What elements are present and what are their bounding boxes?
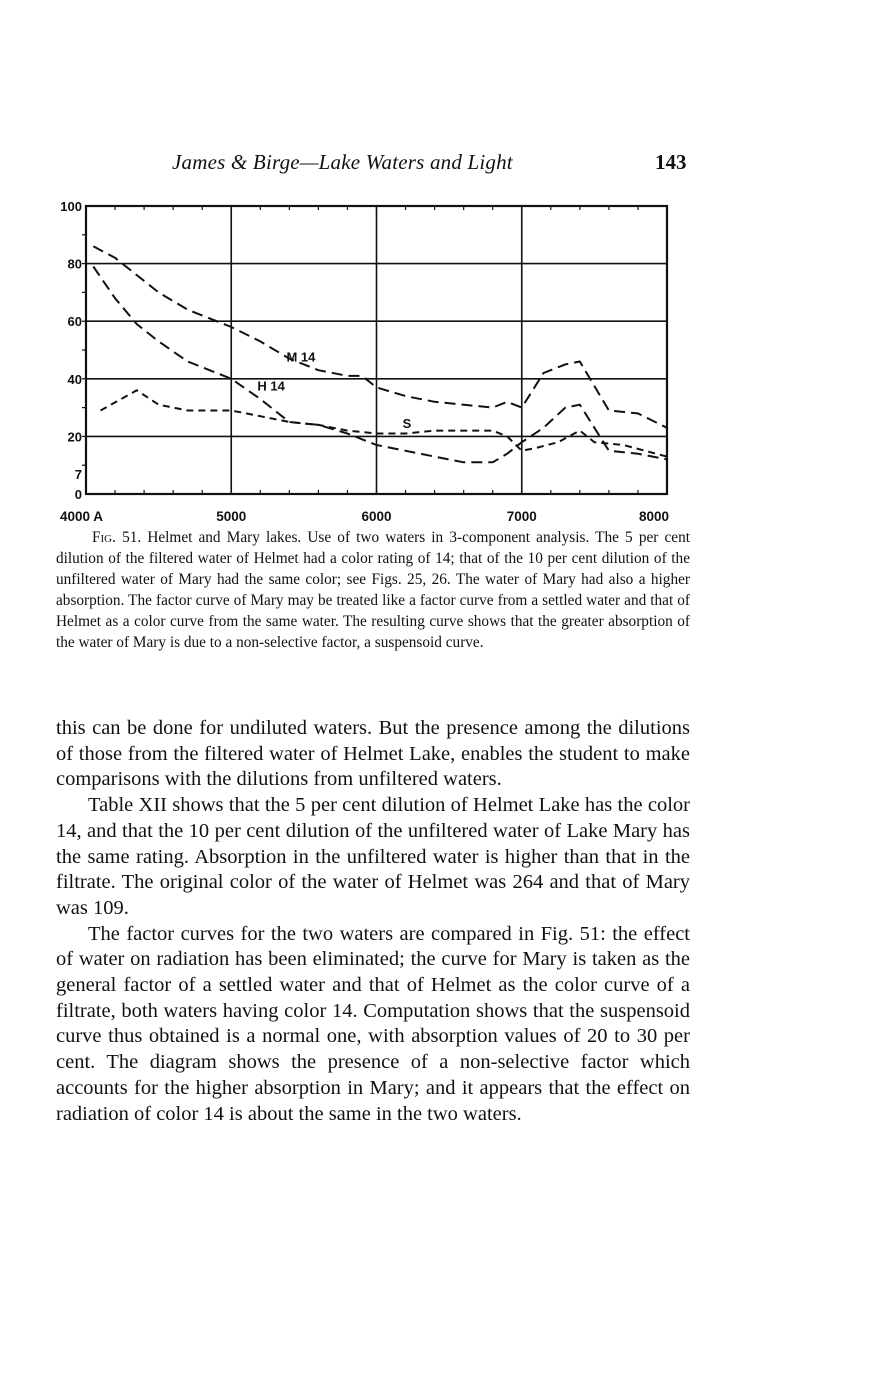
page-number: 143 [655,150,687,174]
series-annotation-m-14: M 14 [286,349,316,365]
running-title: James & Birge—Lake Waters and Light [172,150,513,174]
x-tick-label: 4000 A [60,509,104,522]
y-tick-label: 40 [67,371,82,387]
y-tick-label: 80 [67,256,82,272]
y-tick-label: 100 [60,199,82,214]
x-tick-label: 6000 [361,509,392,522]
body-paragraph: The factor curves for the two waters are compared in Fig. 51: the effect of water on radiation has been eliminated; the curve for Mary is taken as the general factor of a settled water and that of Helmet as the color curve of a filtrate, both waters having color 14. Computation shows that the suspensoid curve thus obtained is a normal one, with absorption values of 20 to 30 per cent. The diagram shows the presence of a non-selective factor which accounts for the higher absorption in Mary; and it appears that the effect on radiation of color 14 is about the same in the two waters. [56,922,690,1125]
body-paragraph: this can be done for undiluted waters. But the presence among the dilutions of those from the filtered water of Helmet Lake, enables the student to make comparisons with the dilutions from unfiltered waters. [56,717,690,791]
y-tick-label: 20 [67,429,82,445]
y-tick-label: 60 [67,314,82,330]
figure-caption-text: Helmet and Mary lakes. Use of two waters in 3-component analysis. The 5 per cent dilution of the filtered water of Helmet had a color rating of 14; that of the 10 per cent dilution of the unfiltered water of Mary had the same color; see Figs. 25, 26. The water of Mary had also a higher absorption. The factor curve of Mary may be treated like a factor curve from a settled water and that of Helmet as a color curve from the same water. The resulting curve shows that the greater absorption of the water of Mary is due to a non-selective factor, a suspensoid curve. [56,529,690,651]
x-tick-label: 8000 [638,509,669,522]
series-annotation-h-14: H 14 [257,378,285,394]
figure-caption [56,527,690,653]
x-tick-label: 7000 [506,509,537,522]
figure-51-chart [50,192,690,522]
running-header [0,150,880,178]
series-line-s [101,390,668,456]
chart-labels [60,199,669,522]
body-paragraph: Table XII shows that the 5 per cent dilution of Helmet Lake has the color 14, and that the 10 per cent dilution of the unfiltered water of Lake Mary has the same rating. Absorption in the unfiltered water is higher than that in the filtrate. The original color of the water of Helmet was 264 and that of Mary was 109. [56,794,690,919]
chart-series [93,246,667,462]
y-tick-label: 7 [74,466,82,482]
x-tick-label: 5000 [216,509,247,522]
chart-grid [82,206,667,494]
series-line-m-14 [93,246,667,427]
series-annotation-s: S [402,415,412,431]
y-tick-label: 0 [74,487,82,502]
body-text [56,716,690,1127]
figure-label: Fig. 51. [92,529,142,546]
